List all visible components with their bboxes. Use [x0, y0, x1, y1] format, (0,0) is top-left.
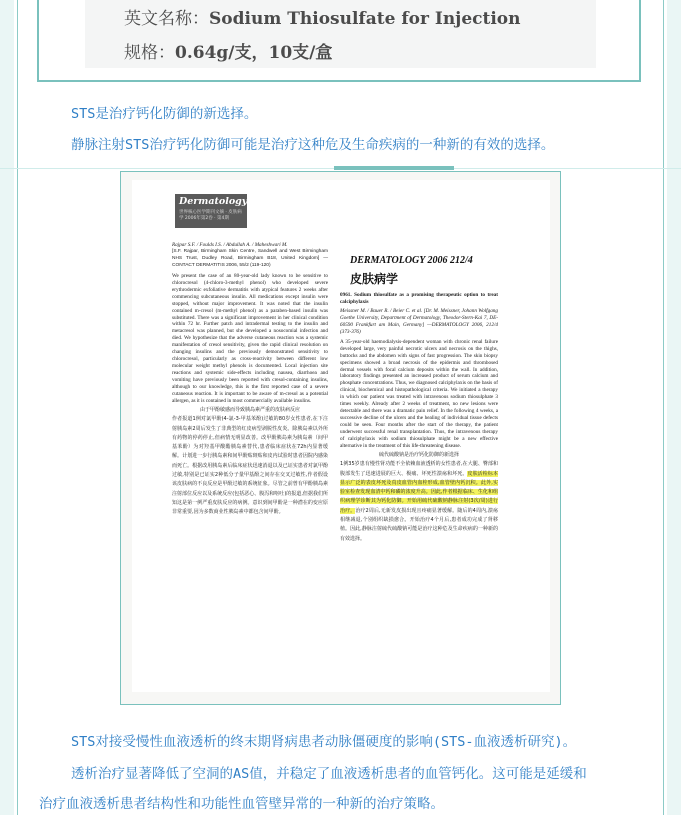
spec-line — [124, 38, 332, 63]
right-cn-pre: 1例35岁患有慢性肾功能不全依赖血液透析的女性患者,在大腿、臀部和腹部发生了迅速进展的巨大、极痛、坏死性溃疡和坏死。 — [340, 461, 498, 477]
left-cn-title: 由于甲酚敏感而导致胰岛素严重的皮肤病反应 — [199, 406, 300, 413]
journal-page-image — [132, 180, 550, 692]
spec-label: 规格： — [124, 43, 175, 63]
english-name-label: 英文名称： — [124, 9, 209, 29]
right-journal-header-cn: 皮肤病学 — [350, 272, 399, 286]
right-journal-header: DERMATOLOGY 2006 212/4 — [350, 255, 473, 266]
right-authors: Meissner M. / Bauer R. / Beier C. et al. [Dr. M. Meissner, Johann Wolfgang Goethe University, Department of Dermatology, Theodor-Stern-Kai 7, DE-60590 Frankfurt am Main, Germany] —DERMATOLOGY 2006, 212/4 (373-376) — [340, 307, 498, 335]
left-cn-body: 作者报道1例对氯甲酚(4-氯-3-甲基苯酚)过敏的80岁女性患者,在下注射胰岛素2周后发生了非典型的红皮病型剥脱性皮炎。除胰岛素以外所有药物的停药停止,但病情无明显改善。改甲酚胰岛素为胰岛素（间甲基苯酚）为对羟基甲酸酯胰岛素替代,患者临床症状在72h内显著缓解。计划进一步行胰岛素和间甲酚贴斑贴和皮内试验时患者因院内感染而死亡。根据改用胰岛素后临床症状迅速消退以及已证实患者对氯甲酚过敏,特别是已证实2种低分子量甲基酚之间存在交叉过敏性,作者假设该皮肤病的不良反应是甲酚过敏的系统征象。尽管之前曾有甲酚胰岛素注射部位反应以及系统反应(包括恶心、腹泻和呕吐)的报道,但据我们所知这是第一例严重皮肤反应的病例。意识到间甲酚是一种潜在的变应原非常重要,因为多数商业性胰岛素中都包含间甲酚。 — [172, 416, 328, 516]
left-column — [172, 242, 328, 517]
intro-line-2: 静脉注射STS治疗钙化防御可能是治疗这种危及生命疾病的一种新的有效的选择。 — [71, 137, 555, 153]
journal-logo-box — [175, 194, 247, 228]
right-abstract: A 35-year-old haemodialysis-dependent woman with chronic renal failure developed large, very painful necrotic ulcers and necrosis on the thighs, buttocks and the abdomen with signs of fast progression. The skin biopsy specimens showed a broad necrosis of the epidermis and thrombosed dermal vessels with focal calcium deposits within the wall. In addition, laboratory findings presented an increased product of serum calcium and phosphate concentrations. Thus, we diagnosed calciphylaxis on the basis of clinical, biochemical and histopathological criteria. We initiated a therapy in which our patient was treated with intravenous sodium thiosulphate 3 times weekly. Already after 2 weeks of treatment, no new lesions were detectable and there was a dramatic pain relief. In the following 4 weeks, a successive decline of the ulcers and the healing of individual tissue defects could be seen. Four months after the start of the therapy, the patient underwent successful renal transplantation. Thus, the intravenous therapy of calciphylaxis with sodium thiosulphate might be a new effective alternative in the treatment of this life-threatening disease. — [340, 338, 498, 450]
right-item-title: 0961. Sodium thiosulfate as a promising therapeutic option to treat calciphylaxis — [340, 292, 498, 305]
left-affiliation: [S.F. Rajpar, Birmingham Skin Centre, Sandwell and West Birmingham NHS Trust, Dudley Road, Birmingham B18, United Kingdom] —CONTACT DERMATITIS 2006, 55/2 (119-120) — [172, 248, 328, 268]
right-cn-body — [340, 460, 498, 544]
study-result-line-1: 透析治疗显著降低了空洞的AS值，并稳定了血液透析患者的血管钙化。这可能是延缓和 — [71, 766, 587, 782]
right-cn-title: 硫代硫酸钠是治疗钙化防御的新选择 — [378, 451, 459, 458]
english-name-line — [124, 4, 521, 29]
right-border-line — [663, 0, 664, 815]
study-title: STS对接受慢性血液透析的终末期肾病患者动脉僵硬度的影响(STS-血液透析研究)。 — [71, 734, 577, 750]
left-authors: Rajpar S.F. / Foulds I.S. / Abdullah A. / Maheshwari M. — [172, 242, 288, 248]
right-cn-post: 治疗2周后,无新发皮损出现且疼痛显著缓解。随后的4周内,溃疡相继减退,个别组织缺损愈合。开始治疗4个月后,患者成功完成了肾移植。因此,静脉注射硫代硫酸钠可能是治疗这种危及生命疾病的一种新的有效选择。 — [340, 507, 498, 542]
spec-value: 0.64g/支，10支/盒 — [175, 43, 333, 63]
journal-name: Dermatology — [179, 196, 248, 207]
journal-subtitle: 世界核心医学期刊文摘 · 皮肤病学 2006年第2卷 · 第4期 — [179, 210, 242, 221]
study-result-line-2: 治疗血液透析患者结构性和功能性血管壁异常的一种新的治疗策略。 — [39, 796, 444, 812]
right-border-band — [667, 0, 681, 815]
left-abstract: We present the case of an 80-year-old lady known to be sensitive to chlorocresol (4-chloro-3-methyl phenol) who developed severe erythrodermic exfoliative dermatitis with atypical features 2 weeks after commencing subcutaneous insulin. All medications except insulin were stopped, without major improvement. It was noted that the insulin contained m-cresol (m-methyl phenol) as a paraben-based insulin was substituted. There was a significant improvement in her clinical condition within 72 hr. Further patch and intradermal testing to the insulin and metacresol was planned, but she developed a nosocomial infection and died. We hypothesize that the adverse cutaneous reaction was a systemic manifestation of cresol sensitivity, given the rapid clinical resolution on changing insulins and the previously demonstrated sensitivity to chlorocresol, particularly as cross-reactivity between different low molecular weight methyl phenols is documented. Local injection site reactions and systemic side-effects including nausea, diarrhoea and vomiting have previously been reported with cresol-containing insulins, although to our knowledge, this is the first reported case of a severe cutaneous reaction. It is important to be aware of m-cresol as a potential allergen, as it is contained in most commercially available insulins. — [172, 272, 328, 404]
right-cn-highlight: 皮肤活检标本显示广泛的表皮坏死及真皮血管内血栓形成,血管壁内钙沉积。此外,实验室检查发现血清中钙和磷的浓度升高。因此,作者根据临床、生化和组织病理学诊断其为钙化防御。开始用硫代硫酸钠静脉注射(3次/周)进行治疗。 — [340, 470, 498, 514]
left-border-band — [0, 0, 14, 815]
left-border-line — [17, 0, 18, 815]
right-column — [340, 292, 498, 544]
divider-accent — [334, 166, 454, 170]
english-name-value: Sodium Thiosulfate for Injection — [209, 9, 521, 29]
intro-line-1: STS是治疗钙化防御的新选择。 — [71, 106, 258, 122]
